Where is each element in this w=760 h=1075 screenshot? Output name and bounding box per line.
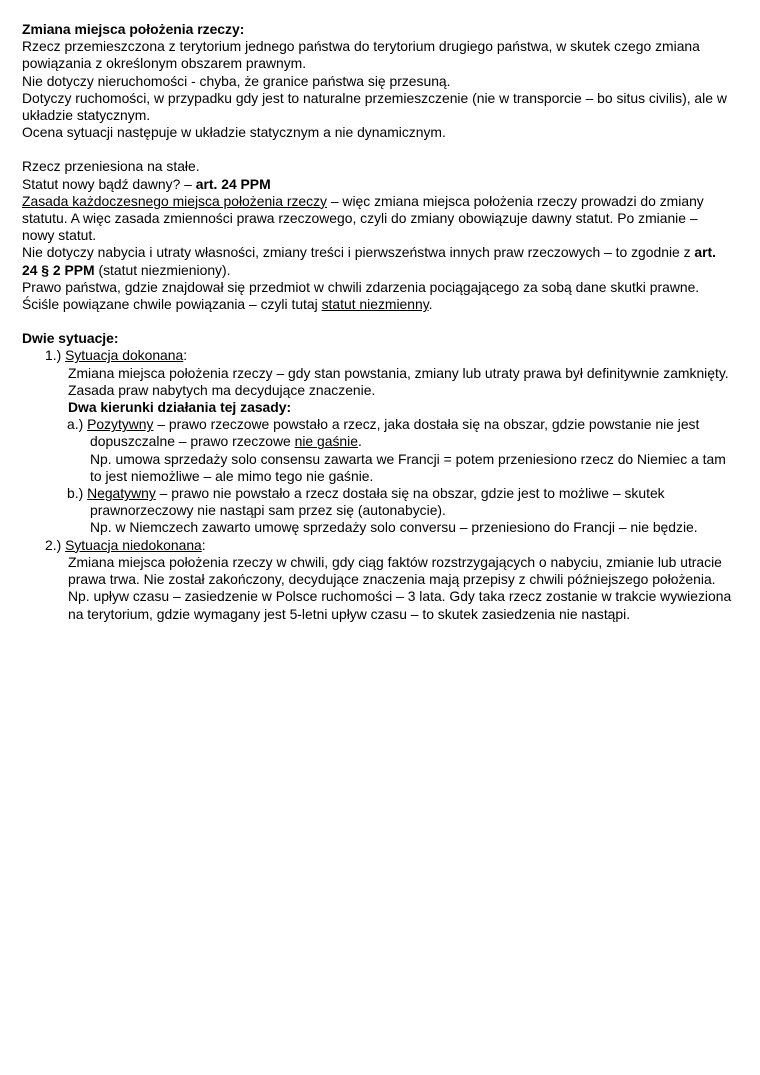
article-reference: art. 24 PPM: [195, 175, 271, 192]
direction-name: Pozytywny: [87, 416, 154, 433]
direction-end: .: [357, 433, 362, 450]
list-letter: a.): [67, 416, 88, 433]
situations-heading: Dwie sytuacje:: [22, 330, 119, 347]
colon: :: [183, 347, 188, 364]
direction-text: – prawo nie powstało a rzecz dostała się na obszar, gdzie jest to możliwe – skutek prawnorzeczowy nie nastąpi sam przez się (autonabycie).: [90, 485, 665, 519]
intro-paragraph: Ocena sytuacji następuje w układzie statycznym a nie dynamicznym.: [22, 124, 446, 141]
direction-b-example: Np. w Niemczech zawarto umowę sprzedaży solo conversu – przeniesiono do Francji – nie będzie.: [90, 519, 698, 536]
situation-name: Sytuacja dokonana: [65, 347, 184, 364]
direction-name: Negatywny: [87, 485, 156, 502]
direction-a: [22, 416, 732, 450]
law-state-paragraph: Prawo państwa, gdzie znajdował się przedmiot w chwili zdarzenia pociągającego za sobą dane skutki prawne.: [22, 278, 700, 295]
exception-paragraph: [22, 244, 732, 278]
situation-2-example: Np. upływ czasu – zasiedzenie w Polsce ruchomości – 3 lata. Gdy taka rzecz zostanie w trakcie wywieziona na terytorium, gdzie wymagany jest 5-letni upływ czasu – to skutek zasiedzenia nie nastąpi.: [68, 588, 732, 622]
spacer: [22, 313, 732, 330]
situation-1-principle: Zasada praw nabytych ma decydujące znaczenie.: [68, 381, 376, 398]
close-text: Ściśle powiązane chwile powiązania – czyli tutaj: [22, 296, 322, 313]
spacer: [22, 141, 732, 158]
direction-term: nie gaśnie: [294, 433, 358, 450]
close-term: statut niezmienny: [321, 296, 429, 313]
statute-question-text: Statut nowy bądź dawny? –: [22, 175, 196, 192]
intro-paragraph: Rzecz przemieszczona z terytorium jednego państwa do terytorium drugiego państwa, w skutek czego zmiana powiązania z określonym obszarem prawnym.: [22, 38, 700, 72]
situation-2-description: Zmiana miejsca położenia rzeczy w chwili, gdy ciąg faktów rozstrzygających o nabyciu, zmianie lub utracie prawa trwa. Nie został zakończony, decydujące znaczenia mają przepisy z chwili późniejszego położenia.: [68, 553, 722, 588]
exception-text: Nie dotyczy nabycia i utraty własności, zmiany treści i pierwszeństwa innych praw rzeczowych – to zgodnie z: [22, 244, 695, 261]
list-letter: b.): [67, 485, 88, 502]
direction-b: [22, 485, 732, 519]
list-number: 1.): [45, 347, 66, 364]
situation-1-description: Zmiana miejsca położenia rzeczy – gdy stan powstania, zmiany lub utraty prawa był definitywnie zamknięty.: [68, 364, 729, 381]
intro-paragraph: Dotyczy ruchomości, w przypadku gdy jest to naturalne przemieszczenie (nie w transporcie – bo situs civilis), ale w układzie statycznym.: [22, 89, 727, 124]
situation-name: Sytuacja niedokonana: [65, 536, 202, 553]
document-page: [22, 21, 732, 623]
rule-name: Zasada każdoczesnego miejsca położenia rzeczy: [22, 192, 327, 209]
permanent-line: Rzecz przeniesiona na stałe.: [22, 158, 200, 175]
article-reference: art. 24 § 2 PPM: [22, 244, 717, 278]
rule-text: – więc zmiana miejsca położenia rzeczy prowadzi do zmiany statutu. A więc zasada zmienności prawa rzeczowego, czyli do zmiany obowiązuje dawny statut. Po zmianie – nowy statut.: [22, 192, 704, 244]
close-paragraph: [22, 296, 732, 313]
situation-1-title: [22, 347, 732, 364]
close-suffix: .: [428, 296, 433, 313]
list-number: 2.): [45, 536, 66, 553]
situation-2-title: [22, 537, 732, 554]
section-heading: Zmiana miejsca położenia rzeczy:: [22, 21, 245, 37]
exception-suffix: (statut niezmieniony).: [94, 261, 231, 278]
intro-paragraph: Nie dotyczy nieruchomości - chyba, że granice państwa się przesuną.: [22, 72, 451, 89]
rule-paragraph: [22, 193, 732, 245]
directions-heading: Dwa kierunki działania tej zasady:: [68, 399, 292, 416]
direction-text: – prawo rzeczowe powstało a rzecz, jaka dostała się na obszar, gdzie powstanie nie jest dopuszczalne – prawo rzeczowe: [90, 416, 700, 450]
statute-question: [22, 176, 732, 193]
direction-a-example: Np. umowa sprzedaży solo consensu zawarta we Francji = potem przeniesiono rzecz do Niemiec a tam to jest niemożliwe – ale mimo tego nie gaśnie.: [90, 450, 726, 484]
colon: :: [201, 536, 206, 553]
